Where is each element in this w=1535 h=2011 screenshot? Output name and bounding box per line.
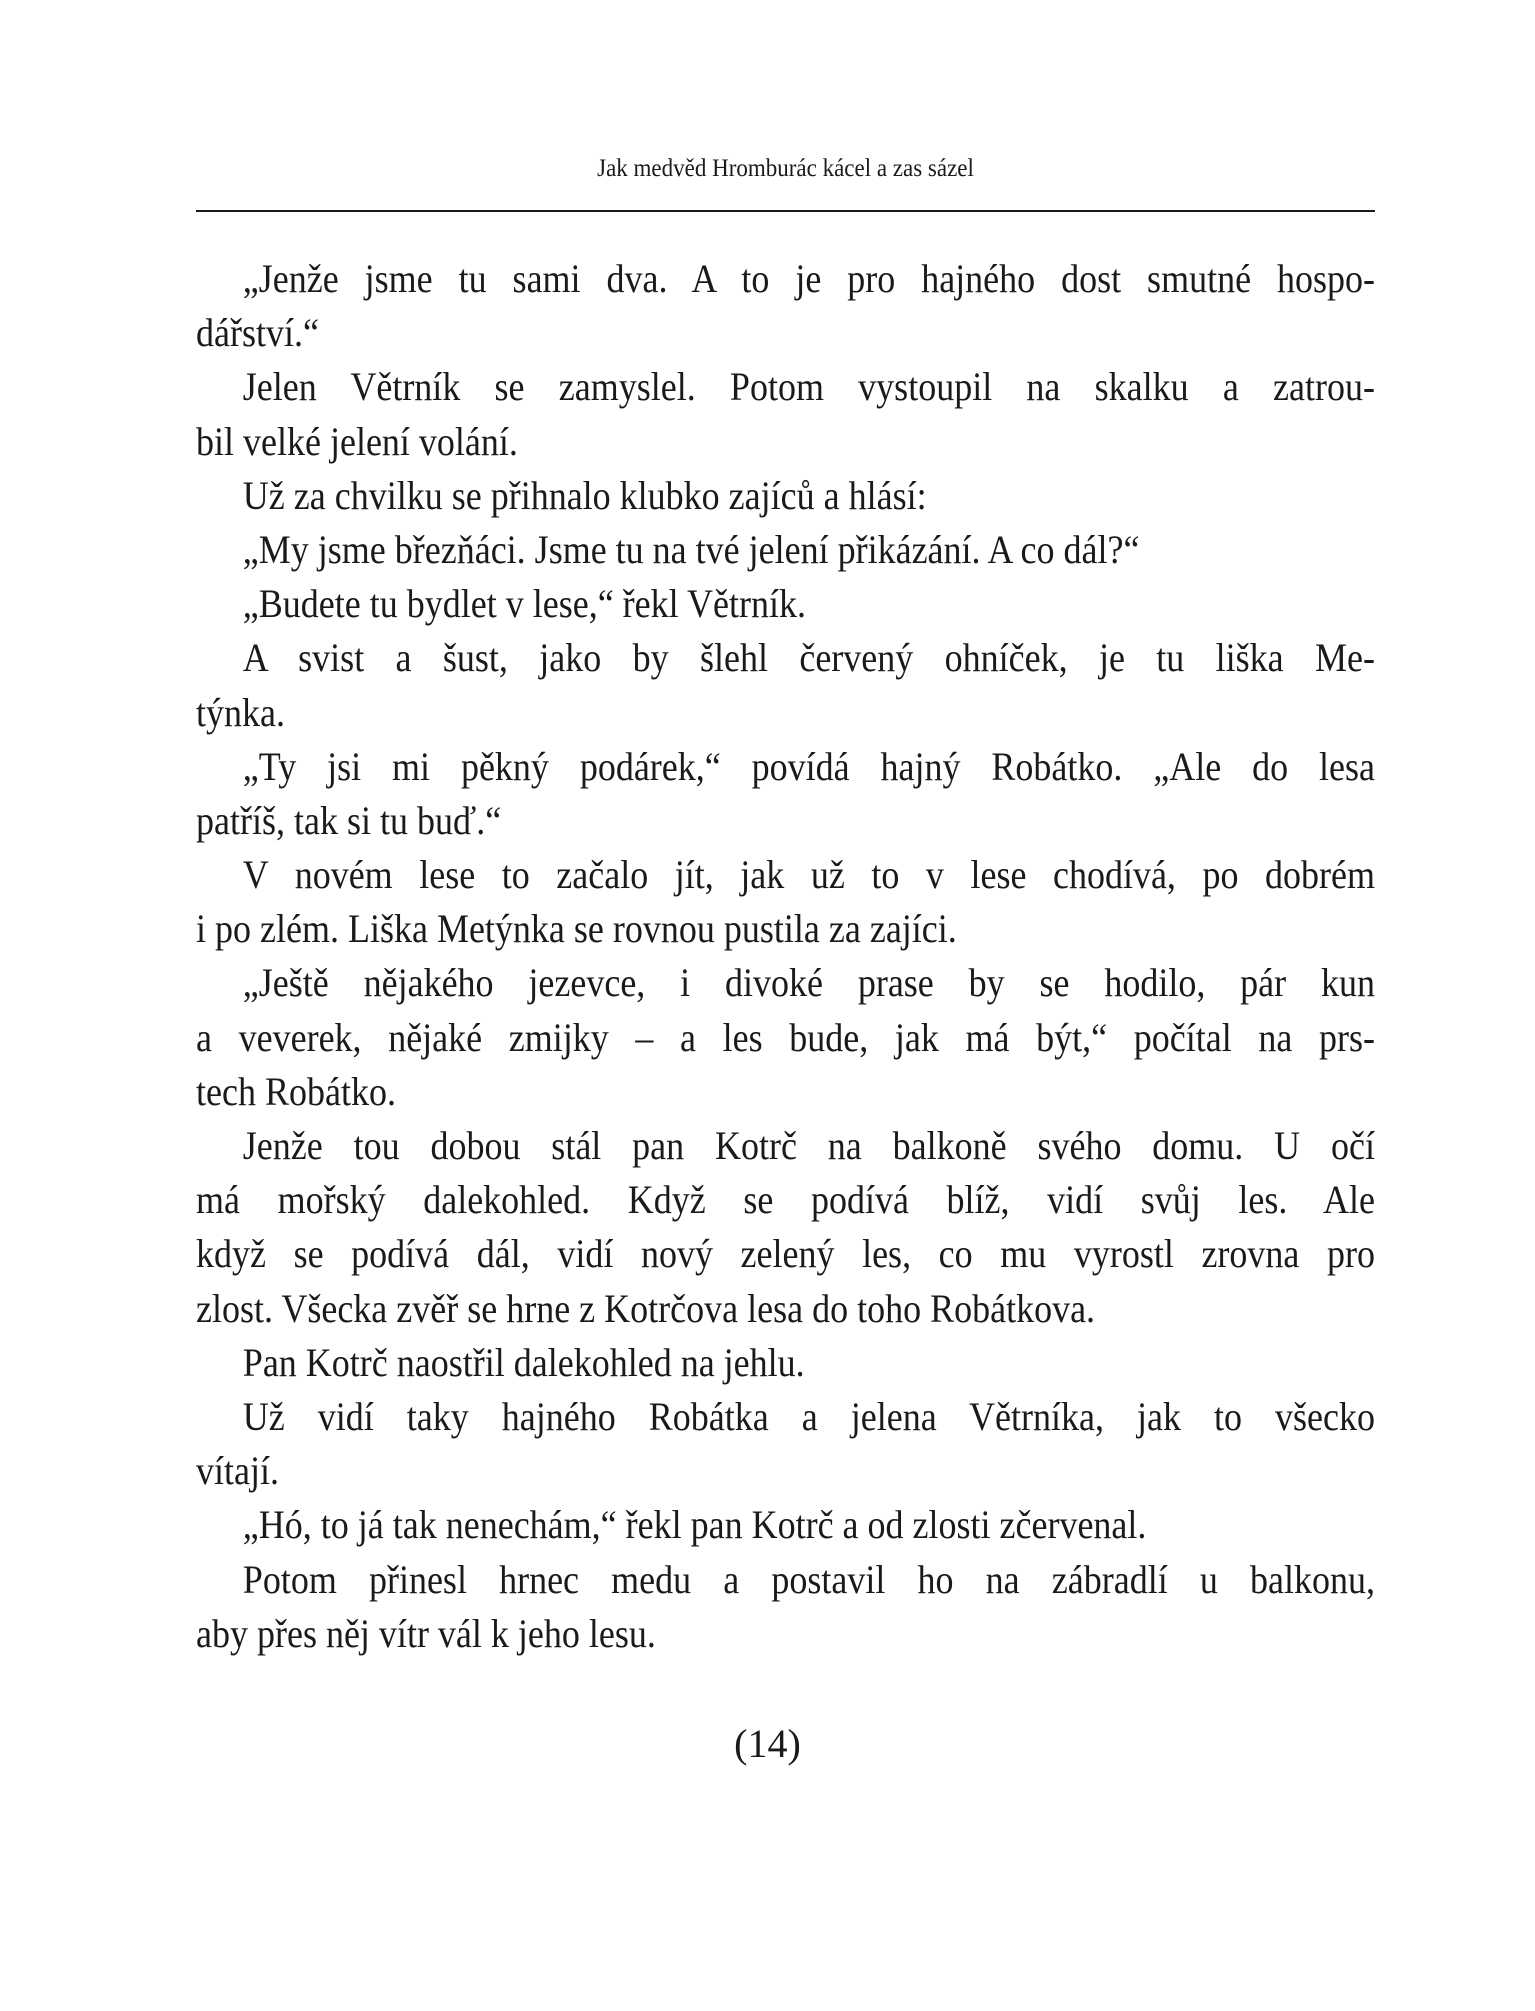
text-line: A svist a šust, jako by šlehl červený ohníček, je tu liška Me-: [242, 635, 1375, 681]
paragraph: [196, 1119, 1375, 1336]
text-line: tech Robátko.: [196, 1068, 396, 1114]
header-rule: [196, 210, 1375, 212]
text-line: a veverek, nějaké zmijky – a les bude, jak má být,“ počítal na prs-: [196, 1014, 1375, 1060]
text-line: patříš, tak si tu buď.“: [196, 797, 502, 843]
text-line: vítají.: [196, 1448, 279, 1494]
text-line: „Jenže jsme tu sami dva. A to je pro hajného dost smutné hospo-: [242, 256, 1375, 301]
paragraph: [196, 252, 1375, 360]
running-header: Jak medvěd Hromburác kácel a zas sázel: [597, 155, 974, 182]
text-line: týnka.: [196, 689, 285, 735]
paragraph: [196, 1553, 1375, 1661]
text-line: Jelen Větrník se zamyslel. Potom vystoupil na skalku a zatrou-: [242, 364, 1375, 410]
paragraph: [196, 577, 1375, 631]
text-line: má mořský dalekohled. Když se podívá blíž, vidí svůj les. Ale: [196, 1177, 1375, 1223]
text-line: „Budete tu bydlet v lese,“ řekl Větrník.: [242, 581, 806, 627]
text-line: „Ty jsi mi pěkný podárek,“ povídá hajný Robátko. „Ale do lesa: [242, 743, 1375, 789]
text-line: „Hó, to já tak nenechám,“ řekl pan Kotrč a od zlosti zčervenal.: [242, 1502, 1147, 1548]
text-line: zlost. Všecka zvěř se hrne z Kotrčova lesa do toho Robátkova.: [196, 1285, 1096, 1331]
text-line: „Ještě nějakého jezevce, i divoké prase by se hodilo, pár kun: [242, 960, 1375, 1006]
paragraph: [196, 1498, 1375, 1552]
paragraph: [196, 1336, 1375, 1390]
paragraph: [196, 848, 1375, 956]
paragraph: [196, 631, 1375, 739]
paragraph: [196, 740, 1375, 848]
text-line: V novém lese to začalo jít, jak už to v lese chodívá, po dobrém: [242, 852, 1375, 898]
body-text: [196, 252, 1375, 1661]
page-number: (14): [734, 1721, 801, 1766]
text-line: i po zlém. Liška Metýnka se rovnou pustila za zajíci.: [196, 906, 957, 952]
text-line: aby přes něj vítr vál k jeho lesu.: [196, 1610, 656, 1656]
text-line: Potom přinesl hrnec medu a postavil ho na zábradlí u balkonu,: [242, 1556, 1375, 1602]
text-line: bil velké jelení volání.: [196, 418, 518, 464]
text-line: Už za chvilku se přihnalo klubko zajíců a hlásí:: [242, 472, 927, 518]
paragraph: [196, 1390, 1375, 1498]
text-line: Jenže tou dobou stál pan Kotrč na balkoně svého domu. U očí: [242, 1123, 1375, 1168]
text-line: Pan Kotrč naostřil dalekohled na jehlu.: [242, 1339, 805, 1385]
text-line: dářství.“: [196, 310, 319, 356]
text-line: Už vidí taky hajného Robátka a jelena Větrníka, jak to všecko: [242, 1393, 1375, 1439]
paragraph: [196, 360, 1375, 468]
paragraph: [196, 469, 1375, 523]
paragraph: [196, 523, 1375, 577]
text-line: „My jsme březňáci. Jsme tu na tvé jelení přikázání. A co dál?“: [242, 526, 1140, 572]
paragraph: [196, 956, 1375, 1119]
text-line: když se podívá dál, vidí nový zelený les, co mu vyrostl zrovna pro: [196, 1231, 1375, 1277]
